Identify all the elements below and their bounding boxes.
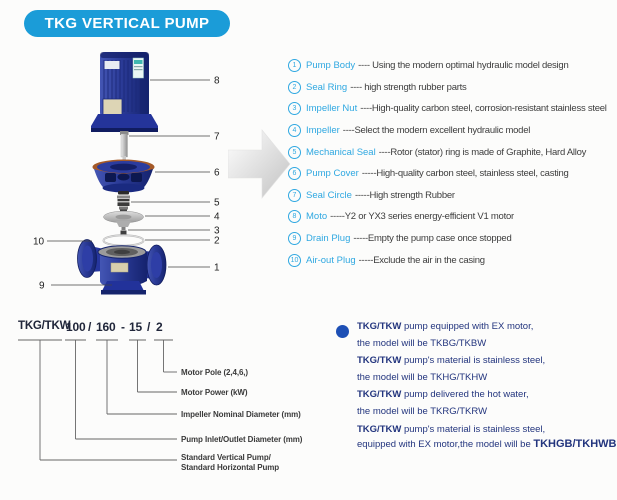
part-description: ----High-quality carbon steel, corrosion-resistant stainless steel [360, 103, 607, 115]
part-number-badge: 3 [288, 102, 301, 115]
part-description: -----High strength Rubber [354, 189, 455, 201]
part-number-badge: 4 [288, 124, 301, 137]
part-number-badge: 10 [288, 254, 301, 267]
part-name: Seal Ring [306, 81, 348, 93]
pump-body-illustration [78, 240, 167, 295]
part-row-4 [288, 120, 616, 142]
seal-ring-illustration [104, 235, 144, 245]
part-row-1 [288, 55, 616, 77]
part-row-7 [288, 185, 616, 207]
part-description: -----High-quality carbon steel, stainless steel, casting [361, 168, 569, 180]
part-description: ---- high strength rubber parts [350, 81, 467, 93]
part-name: Mechanical Seal [306, 146, 376, 158]
part-name: Drain Plug [306, 233, 351, 245]
note-text: the model will be TKBG/TKBW [357, 338, 487, 349]
pump-cover-illustration [93, 160, 155, 193]
model-code-connector-lines [0, 315, 310, 500]
callout-4: 4 [214, 211, 220, 223]
callout-1: 1 [214, 262, 220, 274]
note-text: pump equipped with EX motor, [401, 321, 534, 332]
part-description: ----Rotor (stator) ring is made of Graphite, Hard Alloy [378, 146, 587, 158]
model-segment-series: TKG/TKW [18, 320, 71, 332]
mechanical-seal-illustration [117, 191, 130, 212]
motor-top-label [105, 61, 120, 69]
note-text: pump's material is stainless steel, [401, 424, 546, 435]
callout-6: 6 [214, 167, 220, 179]
callout-8: 8 [214, 75, 220, 87]
note-text: the model will be TKHG/TKHW [357, 372, 488, 383]
note-line-8 [357, 438, 617, 450]
part-row-8 [288, 206, 616, 228]
model-segment-dash: - [121, 320, 125, 334]
part-description: -----Empty the pump case once stopped [353, 233, 512, 245]
model-label-impeller-dia: Impeller Nominal Diameter (mm) [181, 409, 301, 419]
callout-10: 10 [33, 236, 45, 248]
model-label-standard-vert: Standard Vertical Pump/ [181, 452, 271, 462]
page-title [24, 10, 230, 37]
part-name: Air-out Plug [306, 254, 356, 266]
motor-nameplate [103, 99, 122, 116]
note-text: the model will be TKRG/TKRW [357, 406, 488, 417]
note-line-5 [357, 389, 529, 400]
page-title-label: TKG VERTICAL PUMP [44, 15, 210, 32]
note-line-3 [357, 355, 545, 366]
model-label-inlet-outlet: Pump Inlet/Outlet Diameter (mm) [181, 434, 303, 444]
right-arrow-icon [228, 120, 294, 208]
part-row-6 [288, 163, 616, 185]
part-description: -----Exclude the air in the casing [358, 254, 485, 266]
model-segment-slash1: / [88, 320, 92, 334]
part-number-badge: 5 [288, 146, 301, 159]
part-row-2 [288, 77, 616, 99]
motor-side-sticker [133, 58, 144, 78]
pump-exploded-diagram [0, 40, 235, 305]
note-line-6 [357, 406, 487, 417]
note-bold: TKG/TKW [357, 355, 402, 366]
callout-2: 2 [214, 235, 220, 247]
part-number-badge: 8 [288, 210, 301, 223]
part-number-badge: 7 [288, 189, 301, 202]
model-segment-slash2: / [147, 320, 151, 334]
note-text: pump delivered the hot water, [401, 389, 529, 400]
model-segment-power: 15 [129, 320, 142, 334]
part-description: -----Y2 or YX3 series energy-efficient V1 motor [330, 211, 514, 223]
note-bold: TKG/TKW [357, 389, 402, 400]
parts-list [288, 55, 616, 271]
callout-7: 7 [214, 131, 220, 143]
part-number-badge: 1 [288, 59, 301, 72]
note-model-code: TKHGB/TKHWB [533, 438, 617, 450]
part-name: Impeller Nut [306, 103, 358, 115]
motor-illustration [91, 52, 158, 132]
part-name: Moto [306, 211, 328, 223]
part-name: Seal Circle [306, 189, 352, 201]
part-name: Impeller [306, 125, 340, 137]
note-text: equipped with EX motor,the model will be [357, 439, 534, 450]
callout-9: 9 [39, 280, 45, 292]
note-text: pump's material is stainless steel, [401, 355, 546, 366]
part-description: ----Select the modern excellent hydraulic model [342, 125, 531, 137]
model-segment-pole: 2 [156, 320, 163, 334]
model-segment-inlet: 100 [66, 320, 86, 334]
note-bold: TKG/TKW [357, 321, 402, 332]
impeller-illustration [104, 211, 144, 230]
part-row-3 [288, 98, 616, 120]
part-name: Pump Body [306, 60, 356, 72]
callout-5: 5 [214, 197, 220, 209]
part-number-badge: 9 [288, 232, 301, 245]
part-description: ---- Using the modern optimal hydraulic model design [358, 60, 569, 72]
part-number-badge: 2 [288, 81, 301, 94]
model-label-standard-horiz: Standard Horizontal Pump [181, 462, 280, 472]
part-name: Pump Cover [306, 168, 359, 180]
part-row-10 [288, 249, 616, 271]
model-label-motor-power: Motor Power (kW) [181, 387, 248, 397]
note-bold: TKG/TKW [357, 424, 402, 435]
note-line-2 [357, 338, 486, 349]
part-row-5 [288, 141, 616, 163]
note-line-7 [357, 424, 545, 435]
part-number-badge: 6 [288, 167, 301, 180]
part-row-9 [288, 228, 616, 250]
model-label-motor-pole: Motor Pole (2,4,6,) [181, 367, 248, 377]
pump-body-nameplate [111, 263, 128, 272]
callout-3: 3 [214, 225, 220, 237]
note-line-1 [357, 321, 533, 332]
note-line-4 [357, 372, 487, 383]
model-segment-impeller: 160 [96, 320, 116, 334]
note-bullet-icon [336, 325, 349, 338]
